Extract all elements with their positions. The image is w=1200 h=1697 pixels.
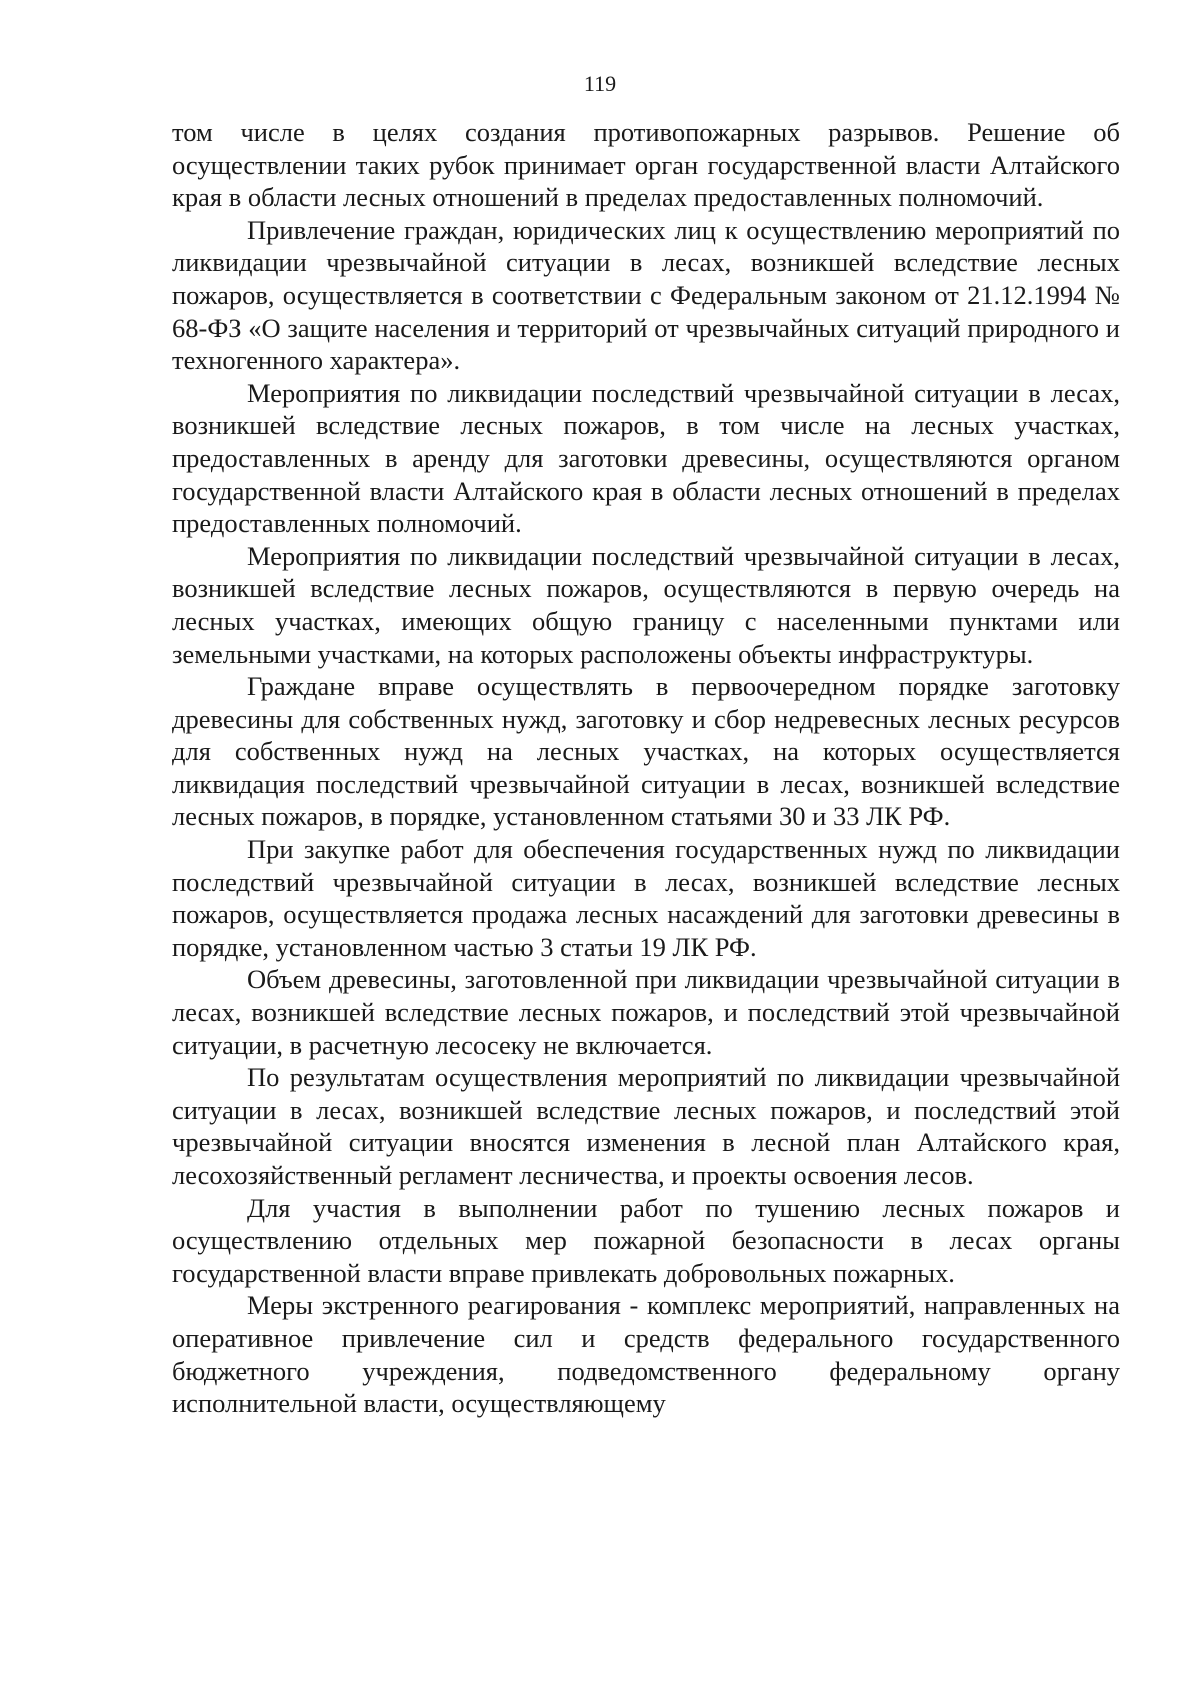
paragraph: При закупке работ для обеспечения государственных нужд по ликвидации последствий чрезвычайной ситуации в лесах, возникшей вследствие лесных пожаров, осуществляется продажа лесных насаждений для заготовки древесины в порядке, установленном частью 3 статьи 19 ЛК РФ. [172,834,1120,962]
paragraph: Мероприятия по ликвидации последствий чрезвычайной ситуации в лесах, возникшей вследствие лесных пожаров, осуществляются в первую очередь на лесных участках, имеющих общую границу с населенными пунктами или земельными участками, на которых расположены объекты инфраструктуры. [172,540,1120,669]
paragraph: Привлечение граждан, юридических лиц к осуществлению мероприятий по ликвидации чрезвычайной ситуации в лесах, возникшей вследствие лесных пожаров, осуществляется в соответствии с Федеральным законом от 21.12.1994 № 68-ФЗ «О защите населения и территорий от чрезвычайных ситуаций природного и техногенного характера». [172,214,1120,376]
paragraph: По результатам осуществления мероприятий по ликвидации чрезвычайной ситуации в лесах, возникшей вследствие лесных пожаров, и последствий этой чрезвычайной ситуации вносятся изменения в лесной план Алтайского края, лесохозяйственный регламент лесничества, и проекты освоения лесов. [172,1062,1120,1190]
paragraph: Граждане вправе осуществлять в первоочередном порядке заготовку древесины для собственных нужд, заготовку и сбор недревесных лесных ресурсов для собственных нужд на лесных участках, на которых осуществляется ликвидация последствий чрезвычайной ситуации в лесах, возникшей вследствие лесных пожаров, в порядке, установленном статьями 30 и 33 ЛК РФ. [172,671,1120,832]
paragraph: Объем древесины, заготовленной при ликвидации чрезвычайной ситуации в лесах, возникшей вследствие лесных пожаров, и последствий этой чрезвычайной ситуации, в расчетную лесосеку не включается. [172,964,1120,1060]
paragraph: том числе в целях создания противопожарных разрывов. Решение об осуществлении таких рубок принимает орган государственной власти Алтайского края в области лесных отношений в пределах предоставленных полномочий. [172,117,1120,213]
page-number: 119 [583,71,617,96]
paragraph: Меры экстренного реагирования - комплекс мероприятий, направленных на оперативное привлечение сил и средств федерального государственного бюджетного учреждения, подведомственного федеральному органу исполнительной власти, осуществляющему [172,1290,1120,1419]
document-body [172,116,1120,1420]
paragraph: Для участия в выполнении работ по тушению лесных пожаров и осуществлению отдельных мер пожарной безопасности в лесах органы государственной власти вправе привлекать добровольных пожарных. [172,1192,1120,1288]
paragraph: Мероприятия по ликвидации последствий чрезвычайной ситуации в лесах, возникшей вследствие лесных пожаров, в том числе на лесных участках, предоставленных в аренду для заготовки древесины, осуществляются органом государственной власти Алтайского края в области лесных отношений в пределах предоставленных полномочий. [172,377,1120,539]
